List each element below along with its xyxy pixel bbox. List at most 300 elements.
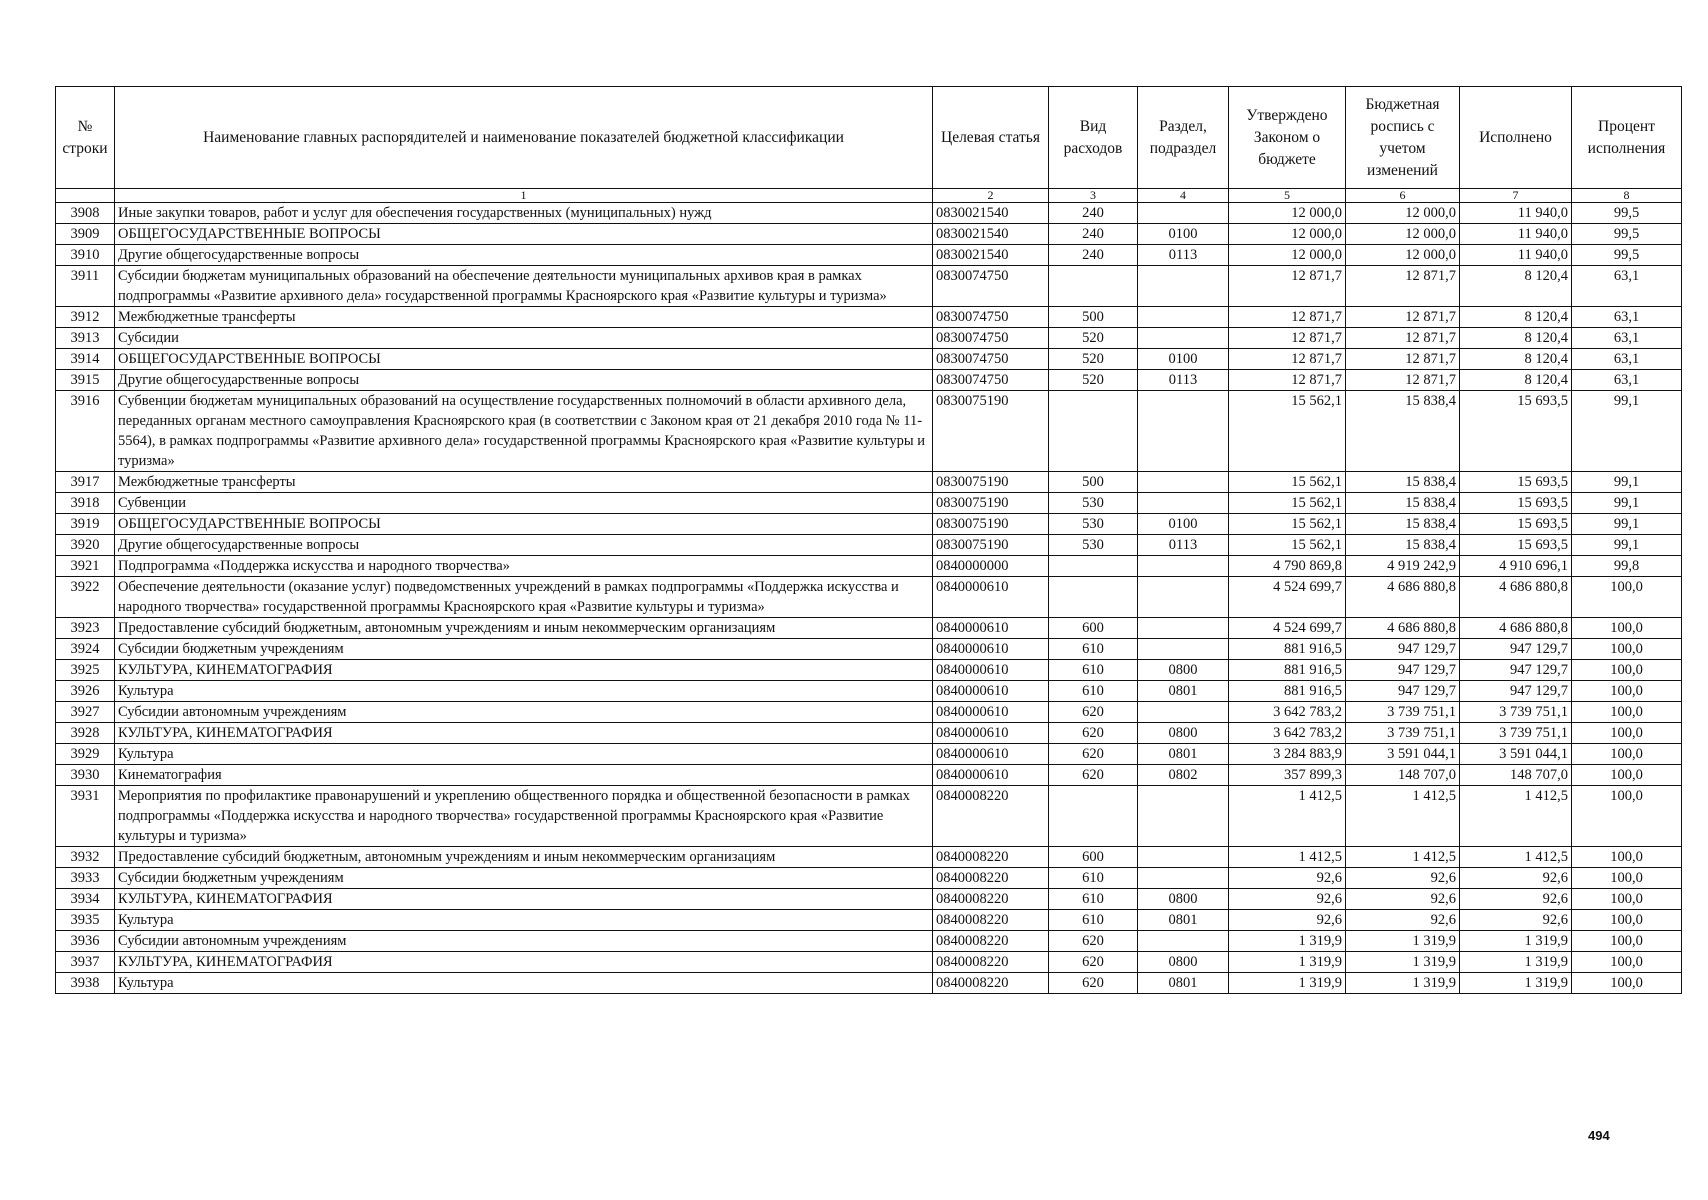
row-section: [1138, 639, 1229, 660]
row-budget-list: 1 412,5: [1346, 847, 1460, 868]
row-percent: 63,1: [1572, 307, 1682, 328]
row-expense-type: 610: [1049, 681, 1138, 702]
row-section: [1138, 618, 1229, 639]
row-expense-type: 620: [1049, 702, 1138, 723]
row-expense-type: 530: [1049, 535, 1138, 556]
table-row: [56, 266, 1682, 307]
table-row: [56, 868, 1682, 889]
row-budget-list: 15 838,4: [1346, 391, 1460, 472]
table-row: [56, 639, 1682, 660]
row-target-code: 0840000610: [933, 723, 1049, 744]
row-name: Субвенции бюджетам муниципальных образований на осуществление государственных полномочий в области архивного дела, переданных органам местного самоуправления Красноярского края (в соответствии с Законом края от 21 декабря 2010 года № 11-5564), в рамках подпрограммы «Развитие архивного дела» государственной программы Красноярского края «Развитие культуры и туризма»: [115, 391, 933, 472]
row-number: 3909: [56, 224, 115, 245]
row-target-code: 0840008220: [933, 973, 1049, 994]
table-row: [56, 224, 1682, 245]
row-expense-type: 610: [1049, 868, 1138, 889]
table-row: [56, 786, 1682, 847]
row-percent: 100,0: [1572, 952, 1682, 973]
row-expense-type: 610: [1049, 660, 1138, 681]
row-executed: 11 940,0: [1460, 203, 1572, 224]
row-number: 3923: [56, 618, 115, 639]
row-expense-type: [1049, 391, 1138, 472]
row-section: [1138, 391, 1229, 472]
row-budget-list: 15 838,4: [1346, 493, 1460, 514]
row-expense-type: 620: [1049, 723, 1138, 744]
row-approved: 1 412,5: [1229, 786, 1346, 847]
row-target-code: 0830075190: [933, 535, 1049, 556]
header-target: Целевая статья: [933, 87, 1049, 189]
row-approved: 881 916,5: [1229, 660, 1346, 681]
row-section: 0802: [1138, 765, 1229, 786]
row-expense-type: 500: [1049, 307, 1138, 328]
table-row: [56, 765, 1682, 786]
row-percent: 100,0: [1572, 931, 1682, 952]
row-budget-list: 3 591 044,1: [1346, 744, 1460, 765]
table-row: [56, 618, 1682, 639]
row-name: Субсидии автономным учреждениям: [115, 702, 933, 723]
row-budget-list: 12 871,7: [1346, 266, 1460, 307]
row-target-code: 0830074750: [933, 266, 1049, 307]
table-row: [56, 493, 1682, 514]
row-executed: 92,6: [1460, 910, 1572, 931]
row-name: ОБЩЕГОСУДАРСТВЕННЫЕ ВОПРОСЫ: [115, 349, 933, 370]
table-row: [56, 245, 1682, 266]
row-name: ОБЩЕГОСУДАРСТВЕННЫЕ ВОПРОСЫ: [115, 224, 933, 245]
row-number: 3919: [56, 514, 115, 535]
row-section: [1138, 577, 1229, 618]
row-budget-list: 4 919 242,9: [1346, 556, 1460, 577]
row-budget-list: 15 838,4: [1346, 472, 1460, 493]
row-approved: 1 412,5: [1229, 847, 1346, 868]
row-section: 0801: [1138, 973, 1229, 994]
row-executed: 1 319,9: [1460, 931, 1572, 952]
row-budget-list: 15 838,4: [1346, 514, 1460, 535]
row-percent: 100,0: [1572, 577, 1682, 618]
row-number: 3921: [56, 556, 115, 577]
row-percent: 99,1: [1572, 493, 1682, 514]
row-section: [1138, 203, 1229, 224]
row-number: 3908: [56, 203, 115, 224]
table-row: [56, 391, 1682, 472]
row-approved: 3 642 783,2: [1229, 723, 1346, 744]
row-number: 3937: [56, 952, 115, 973]
row-number: 3933: [56, 868, 115, 889]
row-percent: 63,1: [1572, 370, 1682, 391]
row-percent: 99,8: [1572, 556, 1682, 577]
table-row: [56, 203, 1682, 224]
row-executed: 15 693,5: [1460, 514, 1572, 535]
row-target-code: 0830075190: [933, 391, 1049, 472]
row-number: 3927: [56, 702, 115, 723]
row-approved: 15 562,1: [1229, 514, 1346, 535]
row-budget-list: 1 319,9: [1346, 952, 1460, 973]
row-approved: 12 871,7: [1229, 328, 1346, 349]
row-name: Мероприятия по профилактике правонарушений и укреплению общественного порядка и общественной безопасности в рамках подпрограммы «Поддержка искусства и народного творчества» государственной программы Красноярского края «Развитие культуры и туризма»: [115, 786, 933, 847]
row-section: [1138, 493, 1229, 514]
row-approved: 4 524 699,7: [1229, 577, 1346, 618]
row-name: КУЛЬТУРА, КИНЕМАТОГРАФИЯ: [115, 889, 933, 910]
row-budget-list: 1 319,9: [1346, 931, 1460, 952]
row-section: [1138, 307, 1229, 328]
row-approved: 15 562,1: [1229, 535, 1346, 556]
row-budget-list: 92,6: [1346, 868, 1460, 889]
row-section: 0100: [1138, 349, 1229, 370]
row-name: Подпрограмма «Поддержка искусства и народного творчества»: [115, 556, 933, 577]
header-vid: Вид расходов: [1049, 87, 1138, 189]
row-budget-list: 92,6: [1346, 889, 1460, 910]
row-number: 3915: [56, 370, 115, 391]
row-approved: 12 871,7: [1229, 266, 1346, 307]
header-approved: Утверждено Законом о бюджете: [1229, 87, 1346, 189]
row-target-code: 0840008220: [933, 931, 1049, 952]
header-budget-list: Бюджетная роспись с учетом изменений: [1346, 87, 1460, 189]
row-approved: 12 000,0: [1229, 245, 1346, 266]
row-budget-list: 12 871,7: [1346, 349, 1460, 370]
row-approved: 12 000,0: [1229, 203, 1346, 224]
row-number: 3925: [56, 660, 115, 681]
table-row: [56, 889, 1682, 910]
row-section: 0800: [1138, 952, 1229, 973]
document-page: [55, 86, 1682, 994]
table-row: [56, 556, 1682, 577]
row-number: 3932: [56, 847, 115, 868]
row-name: Культура: [115, 681, 933, 702]
row-name: Культура: [115, 910, 933, 931]
table-header-row: [56, 87, 1682, 189]
header-percent: Процент исполнения: [1572, 87, 1682, 189]
row-name: Субсидии бюджетным учреждениям: [115, 639, 933, 660]
row-name: КУЛЬТУРА, КИНЕМАТОГРАФИЯ: [115, 952, 933, 973]
row-percent: 100,0: [1572, 889, 1682, 910]
row-expense-type: 600: [1049, 847, 1138, 868]
row-target-code: 0830075190: [933, 514, 1049, 535]
row-percent: 100,0: [1572, 847, 1682, 868]
row-percent: 99,5: [1572, 203, 1682, 224]
row-target-code: 0830021540: [933, 203, 1049, 224]
row-percent: 100,0: [1572, 618, 1682, 639]
table-row: [56, 660, 1682, 681]
row-target-code: 0840000610: [933, 660, 1049, 681]
row-executed: 3 739 751,1: [1460, 723, 1572, 744]
row-section: [1138, 847, 1229, 868]
row-expense-type: 240: [1049, 203, 1138, 224]
row-target-code: 0830021540: [933, 245, 1049, 266]
row-target-code: 0830074750: [933, 349, 1049, 370]
table-row: [56, 472, 1682, 493]
row-expense-type: 520: [1049, 370, 1138, 391]
row-percent: 99,5: [1572, 224, 1682, 245]
row-expense-type: 240: [1049, 224, 1138, 245]
column-number-row: [56, 189, 1682, 203]
row-budget-list: 1 319,9: [1346, 973, 1460, 994]
row-executed: 15 693,5: [1460, 472, 1572, 493]
row-name: Другие общегосударственные вопросы: [115, 245, 933, 266]
row-number: 3918: [56, 493, 115, 514]
row-section: 0113: [1138, 245, 1229, 266]
row-section: 0100: [1138, 224, 1229, 245]
row-number: 3922: [56, 577, 115, 618]
table-row: [56, 577, 1682, 618]
row-target-code: 0840008220: [933, 786, 1049, 847]
row-executed: 947 129,7: [1460, 660, 1572, 681]
row-section: 0801: [1138, 910, 1229, 931]
column-number: 3: [1049, 189, 1138, 203]
row-executed: 947 129,7: [1460, 681, 1572, 702]
row-target-code: 0840000610: [933, 744, 1049, 765]
row-section: [1138, 786, 1229, 847]
row-approved: 15 562,1: [1229, 472, 1346, 493]
row-target-code: 0830074750: [933, 370, 1049, 391]
row-executed: 15 693,5: [1460, 391, 1572, 472]
row-name: Предоставление субсидий бюджетным, автономным учреждениям и иным некоммерческим организациям: [115, 847, 933, 868]
row-percent: 100,0: [1572, 681, 1682, 702]
header-row-no: № строки: [56, 87, 115, 189]
row-target-code: 0840008220: [933, 910, 1049, 931]
row-approved: 1 319,9: [1229, 931, 1346, 952]
table-row: [56, 847, 1682, 868]
column-number: 8: [1572, 189, 1682, 203]
row-expense-type: [1049, 556, 1138, 577]
row-approved: 3 642 783,2: [1229, 702, 1346, 723]
row-target-code: 0840008220: [933, 952, 1049, 973]
table-body: [56, 203, 1682, 994]
row-name: ОБЩЕГОСУДАРСТВЕННЫЕ ВОПРОСЫ: [115, 514, 933, 535]
row-number: 3917: [56, 472, 115, 493]
row-number: 3929: [56, 744, 115, 765]
table-row: [56, 952, 1682, 973]
row-approved: 12 871,7: [1229, 370, 1346, 391]
row-name: Межбюджетные трансферты: [115, 307, 933, 328]
row-number: 3934: [56, 889, 115, 910]
row-name: Кинематография: [115, 765, 933, 786]
row-name: Иные закупки товаров, работ и услуг для обеспечения государственных (муниципальных) нужд: [115, 203, 933, 224]
budget-table: [55, 86, 1682, 994]
row-section: 0800: [1138, 889, 1229, 910]
row-name: Другие общегосударственные вопросы: [115, 535, 933, 556]
row-budget-list: 148 707,0: [1346, 765, 1460, 786]
row-target-code: 0840008220: [933, 868, 1049, 889]
row-executed: 1 319,9: [1460, 973, 1572, 994]
row-approved: 881 916,5: [1229, 639, 1346, 660]
row-expense-type: [1049, 577, 1138, 618]
row-percent: 100,0: [1572, 723, 1682, 744]
row-percent: 100,0: [1572, 973, 1682, 994]
table-row: [56, 514, 1682, 535]
row-section: [1138, 702, 1229, 723]
row-name: КУЛЬТУРА, КИНЕМАТОГРАФИЯ: [115, 723, 933, 744]
column-number: 6: [1346, 189, 1460, 203]
row-executed: 92,6: [1460, 868, 1572, 889]
row-executed: 947 129,7: [1460, 639, 1572, 660]
row-name: Субсидии: [115, 328, 933, 349]
table-row: [56, 307, 1682, 328]
row-number: 3920: [56, 535, 115, 556]
row-percent: 100,0: [1572, 702, 1682, 723]
row-approved: 12 871,7: [1229, 307, 1346, 328]
row-section: 0800: [1138, 660, 1229, 681]
row-executed: 8 120,4: [1460, 370, 1572, 391]
row-budget-list: 12 000,0: [1346, 224, 1460, 245]
row-target-code: 0840000610: [933, 765, 1049, 786]
row-percent: 100,0: [1572, 868, 1682, 889]
row-expense-type: 620: [1049, 765, 1138, 786]
column-number: 7: [1460, 189, 1572, 203]
row-target-code: 0830074750: [933, 328, 1049, 349]
table-row: [56, 723, 1682, 744]
row-approved: 92,6: [1229, 868, 1346, 889]
column-number: 5: [1229, 189, 1346, 203]
row-expense-type: [1049, 786, 1138, 847]
row-approved: 4 524 699,7: [1229, 618, 1346, 639]
row-approved: 15 562,1: [1229, 391, 1346, 472]
row-executed: 4 686 880,8: [1460, 618, 1572, 639]
row-percent: 100,0: [1572, 660, 1682, 681]
row-name: Субсидии бюджетам муниципальных образований на обеспечение деятельности муниципальных архивов края в рамках подпрограммы «Развитие архивного дела» государственной программы Красноярского края «Развитие культуры и туризма»: [115, 266, 933, 307]
row-executed: 4 910 696,1: [1460, 556, 1572, 577]
row-executed: 3 739 751,1: [1460, 702, 1572, 723]
row-expense-type: 520: [1049, 349, 1138, 370]
row-executed: 8 120,4: [1460, 328, 1572, 349]
row-percent: 100,0: [1572, 744, 1682, 765]
table-row: [56, 744, 1682, 765]
row-target-code: 0830074750: [933, 307, 1049, 328]
row-target-code: 0840000610: [933, 702, 1049, 723]
row-number: 3912: [56, 307, 115, 328]
row-approved: 12 000,0: [1229, 224, 1346, 245]
row-budget-list: 3 739 751,1: [1346, 723, 1460, 744]
row-target-code: 0830075190: [933, 472, 1049, 493]
row-budget-list: 4 686 880,8: [1346, 577, 1460, 618]
row-approved: 92,6: [1229, 910, 1346, 931]
column-number: [56, 189, 115, 203]
table-row: [56, 910, 1682, 931]
row-section: 0113: [1138, 535, 1229, 556]
row-percent: 99,1: [1572, 472, 1682, 493]
row-number: 3916: [56, 391, 115, 472]
row-expense-type: 610: [1049, 639, 1138, 660]
row-name: КУЛЬТУРА, КИНЕМАТОГРАФИЯ: [115, 660, 933, 681]
row-number: 3931: [56, 786, 115, 847]
row-target-code: 0840000610: [933, 639, 1049, 660]
row-executed: 8 120,4: [1460, 307, 1572, 328]
table-row: [56, 681, 1682, 702]
row-number: 3914: [56, 349, 115, 370]
table-row: [56, 349, 1682, 370]
row-name: Культура: [115, 744, 933, 765]
row-name: Субсидии автономным учреждениям: [115, 931, 933, 952]
row-number: 3936: [56, 931, 115, 952]
row-expense-type: 620: [1049, 931, 1138, 952]
row-expense-type: 600: [1049, 618, 1138, 639]
row-expense-type: 620: [1049, 744, 1138, 765]
row-approved: 1 319,9: [1229, 973, 1346, 994]
row-section: 0801: [1138, 744, 1229, 765]
row-name: Обеспечение деятельности (оказание услуг) подведомственных учреждений в рамках подпрограммы «Поддержка искусства и народного творчества» государственной программы Красноярского края «Развитие культуры и туризма»: [115, 577, 933, 618]
row-expense-type: 500: [1049, 472, 1138, 493]
row-number: 3935: [56, 910, 115, 931]
row-executed: 11 940,0: [1460, 245, 1572, 266]
row-number: 3911: [56, 266, 115, 307]
row-number: 3924: [56, 639, 115, 660]
row-budget-list: 1 412,5: [1346, 786, 1460, 847]
row-number: 3938: [56, 973, 115, 994]
row-number: 3930: [56, 765, 115, 786]
row-percent: 99,1: [1572, 391, 1682, 472]
row-name: Культура: [115, 973, 933, 994]
row-expense-type: 240: [1049, 245, 1138, 266]
row-executed: 92,6: [1460, 889, 1572, 910]
row-approved: 1 319,9: [1229, 952, 1346, 973]
row-approved: 4 790 869,8: [1229, 556, 1346, 577]
row-approved: 92,6: [1229, 889, 1346, 910]
page-number: 494: [1588, 1128, 1610, 1143]
row-expense-type: 520: [1049, 328, 1138, 349]
column-number: 1: [115, 189, 933, 203]
row-section: [1138, 556, 1229, 577]
row-budget-list: 4 686 880,8: [1346, 618, 1460, 639]
row-percent: 100,0: [1572, 765, 1682, 786]
row-expense-type: 530: [1049, 493, 1138, 514]
row-target-code: 0840008220: [933, 889, 1049, 910]
row-target-code: 0830021540: [933, 224, 1049, 245]
row-number: 3910: [56, 245, 115, 266]
row-executed: 3 591 044,1: [1460, 744, 1572, 765]
row-name: Другие общегосударственные вопросы: [115, 370, 933, 391]
row-approved: 357 899,3: [1229, 765, 1346, 786]
row-percent: 100,0: [1572, 786, 1682, 847]
row-target-code: 0840008220: [933, 847, 1049, 868]
row-percent: 100,0: [1572, 910, 1682, 931]
row-section: [1138, 472, 1229, 493]
row-approved: 881 916,5: [1229, 681, 1346, 702]
row-executed: 8 120,4: [1460, 349, 1572, 370]
row-percent: 63,1: [1572, 266, 1682, 307]
row-budget-list: 12 000,0: [1346, 245, 1460, 266]
header-name: Наименование главных распорядителей и наименование показателей бюджетной классификации: [115, 87, 933, 189]
table-row: [56, 370, 1682, 391]
table-row: [56, 328, 1682, 349]
row-name: Субсидии бюджетным учреждениям: [115, 868, 933, 889]
row-expense-type: 530: [1049, 514, 1138, 535]
row-section: 0800: [1138, 723, 1229, 744]
row-target-code: 0840000000: [933, 556, 1049, 577]
row-executed: 15 693,5: [1460, 535, 1572, 556]
row-expense-type: 620: [1049, 952, 1138, 973]
table-row: [56, 702, 1682, 723]
row-section: [1138, 328, 1229, 349]
row-budget-list: 947 129,7: [1346, 639, 1460, 660]
row-target-code: 0840000610: [933, 618, 1049, 639]
row-section: [1138, 931, 1229, 952]
row-budget-list: 947 129,7: [1346, 660, 1460, 681]
row-target-code: 0840000610: [933, 681, 1049, 702]
row-budget-list: 12 871,7: [1346, 328, 1460, 349]
header-razdel: Раздел, подраздел: [1138, 87, 1229, 189]
row-number: 3913: [56, 328, 115, 349]
row-expense-type: 610: [1049, 889, 1138, 910]
row-number: 3928: [56, 723, 115, 744]
row-section: [1138, 266, 1229, 307]
table-row: [56, 931, 1682, 952]
table-row: [56, 973, 1682, 994]
row-percent: 63,1: [1572, 349, 1682, 370]
row-name: Субвенции: [115, 493, 933, 514]
row-percent: 100,0: [1572, 639, 1682, 660]
row-approved: 12 871,7: [1229, 349, 1346, 370]
row-percent: 63,1: [1572, 328, 1682, 349]
row-percent: 99,1: [1572, 514, 1682, 535]
column-number: 4: [1138, 189, 1229, 203]
